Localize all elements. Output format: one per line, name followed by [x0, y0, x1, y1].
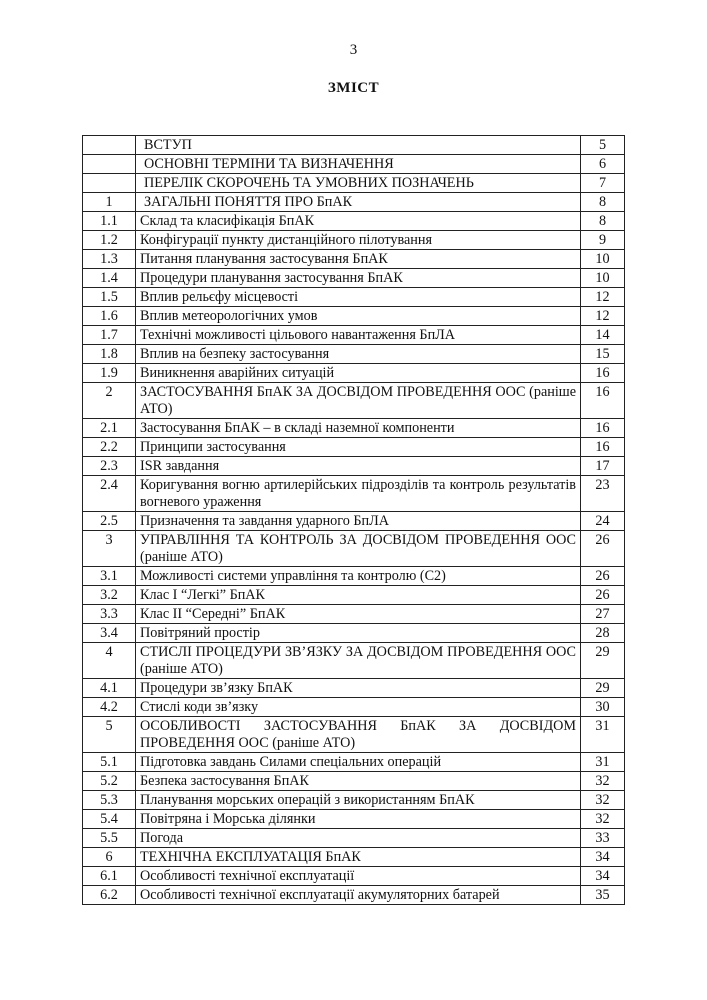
toc-page-number: 27	[581, 605, 625, 624]
toc-section-title: Процедури зв’язку БпАК	[136, 679, 581, 698]
toc-section-number: 5	[83, 717, 136, 753]
toc-section-title: Погода	[136, 829, 581, 848]
table-row	[83, 307, 625, 326]
toc-section-title: Особливості технічної експлуатації акумуляторних батарей	[136, 886, 581, 905]
table-row	[83, 155, 625, 174]
toc-section-title: Клас II “Середні” БпАК	[136, 605, 581, 624]
toc-section-title: Вплив на безпеку застосування	[136, 345, 581, 364]
toc-page-number: 8	[581, 212, 625, 231]
table-row	[83, 829, 625, 848]
toc-section-number: 1.2	[83, 231, 136, 250]
table-row	[83, 512, 625, 531]
toc-page-number: 26	[581, 531, 625, 567]
toc-page-number: 9	[581, 231, 625, 250]
toc-section-number: 5.1	[83, 753, 136, 772]
toc-section-title: Безпека застосування БпАК	[136, 772, 581, 791]
toc-section-title: ОСНОВНІ ТЕРМІНИ ТА ВИЗНАЧЕННЯ	[136, 155, 581, 174]
toc-section-number: 5.3	[83, 791, 136, 810]
toc-section-number: 2.3	[83, 457, 136, 476]
toc-page-number: 34	[581, 848, 625, 867]
toc-section-title: ТЕХНІЧНА ЕКСПЛУАТАЦІЯ БпАК	[136, 848, 581, 867]
toc-page-number: 26	[581, 567, 625, 586]
toc-section-title: Особливості технічної експлуатації	[136, 867, 581, 886]
toc-section-title: Клас I “Легкі” БпАК	[136, 586, 581, 605]
toc-section-number: 6.1	[83, 867, 136, 886]
page-number: 3	[349, 42, 358, 58]
toc-section-number: 3.3	[83, 605, 136, 624]
toc-page-number: 34	[581, 867, 625, 886]
table-row	[83, 438, 625, 457]
toc-section-number	[83, 136, 136, 155]
toc-page-number: 17	[581, 457, 625, 476]
toc-page-number: 5	[581, 136, 625, 155]
table-row	[83, 810, 625, 829]
toc-page-number: 15	[581, 345, 625, 364]
toc-section-title: СТИСЛІ ПРОЦЕДУРИ ЗВ’ЯЗКУ ЗА ДОСВІДОМ ПРОВЕДЕННЯ ООС (раніше АТО)	[136, 643, 581, 679]
table-row	[83, 457, 625, 476]
toc-section-title: Технічні можливості цільового навантаження БпЛА	[136, 326, 581, 345]
table-row	[83, 867, 625, 886]
toc-page-number: 14	[581, 326, 625, 345]
table-row	[83, 624, 625, 643]
toc-section-number: 1.8	[83, 345, 136, 364]
toc-section-number	[83, 174, 136, 193]
toc-page-number: 32	[581, 810, 625, 829]
table-row	[83, 886, 625, 905]
toc-section-number: 2.2	[83, 438, 136, 457]
toc-body	[83, 136, 625, 905]
toc-section-title: Процедури планування застосування БпАК	[136, 269, 581, 288]
toc-section-number: 5.4	[83, 810, 136, 829]
toc-section-title: ЗАГАЛЬНІ ПОНЯТТЯ ПРО БпАК	[136, 193, 581, 212]
toc-section-title: ПЕРЕЛІК СКОРОЧЕНЬ ТА УМОВНИХ ПОЗНАЧЕНЬ	[136, 174, 581, 193]
toc-section-title: Повітряна і Морська ділянки	[136, 810, 581, 829]
toc-section-number: 6.2	[83, 886, 136, 905]
table-row	[83, 288, 625, 307]
toc-section-number: 2	[83, 383, 136, 419]
toc-page-number: 30	[581, 698, 625, 717]
toc-page-number: 32	[581, 791, 625, 810]
table-row	[83, 250, 625, 269]
table-row	[83, 193, 625, 212]
toc-page-number: 29	[581, 679, 625, 698]
toc-page-number: 12	[581, 288, 625, 307]
toc-section-number: 1.9	[83, 364, 136, 383]
toc-page-number: 31	[581, 753, 625, 772]
toc-section-number: 1.4	[83, 269, 136, 288]
table-row	[83, 326, 625, 345]
toc-page-number: 26	[581, 586, 625, 605]
toc-section-number: 1.3	[83, 250, 136, 269]
toc-page-number: 16	[581, 364, 625, 383]
toc-section-number: 4.1	[83, 679, 136, 698]
toc-section-title: Вплив метеорологічних умов	[136, 307, 581, 326]
toc-section-title: ISR завдання	[136, 457, 581, 476]
toc-section-number: 5.5	[83, 829, 136, 848]
toc-page-number: 29	[581, 643, 625, 679]
toc-section-title: Повітряний простір	[136, 624, 581, 643]
table-row	[83, 772, 625, 791]
toc-section-title: Застосування БпАК – в складі наземної компоненти	[136, 419, 581, 438]
toc-section-number: 3	[83, 531, 136, 567]
toc-section-number: 5.2	[83, 772, 136, 791]
toc-section-number: 2.5	[83, 512, 136, 531]
toc-section-title: Питання планування застосування БпАК	[136, 250, 581, 269]
toc-page-number: 31	[581, 717, 625, 753]
table-row	[83, 698, 625, 717]
toc-section-number: 2.4	[83, 476, 136, 512]
toc-section-number: 6	[83, 848, 136, 867]
toc-page-number: 28	[581, 624, 625, 643]
toc-section-title: Склад та класифікація БпАК	[136, 212, 581, 231]
toc-page-number: 6	[581, 155, 625, 174]
table-row	[83, 212, 625, 231]
table-row	[83, 531, 625, 567]
table-of-contents	[82, 135, 625, 905]
table-row	[83, 753, 625, 772]
table-row	[83, 419, 625, 438]
table-row	[83, 231, 625, 250]
table-row	[83, 383, 625, 419]
table-row	[83, 791, 625, 810]
toc-section-title: Принципи застосування	[136, 438, 581, 457]
page-title: ЗМІСТ	[327, 80, 380, 96]
toc-page-number: 16	[581, 383, 625, 419]
table-row	[83, 848, 625, 867]
toc-section-number: 4	[83, 643, 136, 679]
toc-page-number: 35	[581, 886, 625, 905]
toc-section-title: ВСТУП	[136, 136, 581, 155]
toc-section-title: УПРАВЛІННЯ ТА КОНТРОЛЬ ЗА ДОСВІДОМ ПРОВЕДЕННЯ ООС (раніше АТО)	[136, 531, 581, 567]
table-row	[83, 643, 625, 679]
toc-section-title: ЗАСТОСУВАННЯ БпАК ЗА ДОСВІДОМ ПРОВЕДЕННЯ ООС (раніше АТО)	[136, 383, 581, 419]
table-row	[83, 345, 625, 364]
toc-section-title: Призначення та завдання ударного БпЛА	[136, 512, 581, 531]
toc-page-number: 33	[581, 829, 625, 848]
table-row	[83, 679, 625, 698]
toc-page-number: 10	[581, 250, 625, 269]
toc-page-number: 23	[581, 476, 625, 512]
toc-section-number: 1.6	[83, 307, 136, 326]
toc-page-number: 7	[581, 174, 625, 193]
toc-section-number	[83, 155, 136, 174]
table-row	[83, 174, 625, 193]
toc-section-title: Стислі коди зв’язку	[136, 698, 581, 717]
toc-section-title: Вплив рельєфу місцевості	[136, 288, 581, 307]
toc-section-number: 1.5	[83, 288, 136, 307]
table-row	[83, 717, 625, 753]
toc-section-title: Конфігурації пункту дистанційного пілотування	[136, 231, 581, 250]
toc-page-number: 16	[581, 438, 625, 457]
toc-page-number: 10	[581, 269, 625, 288]
toc-section-number: 1.7	[83, 326, 136, 345]
toc-page-number: 16	[581, 419, 625, 438]
toc-section-number: 3.1	[83, 567, 136, 586]
toc-section-title: ОСОБЛИВОСТІ ЗАСТОСУВАННЯ БпАК ЗА ДОСВІДОМ ПРОВЕДЕННЯ ООС (раніше АТО)	[136, 717, 581, 753]
toc-section-number: 2.1	[83, 419, 136, 438]
table-row	[83, 586, 625, 605]
toc-section-title: Можливості системи управління та контролю (С2)	[136, 567, 581, 586]
table-row	[83, 567, 625, 586]
toc-section-title: Підготовка завдань Силами спеціальних операцій	[136, 753, 581, 772]
table-row	[83, 605, 625, 624]
table-row	[83, 364, 625, 383]
toc-section-number: 4.2	[83, 698, 136, 717]
table-row	[83, 476, 625, 512]
toc-section-number: 3.4	[83, 624, 136, 643]
toc-section-title: Виникнення аварійних ситуацій	[136, 364, 581, 383]
table-row	[83, 136, 625, 155]
toc-section-number: 3.2	[83, 586, 136, 605]
toc-page-number: 8	[581, 193, 625, 212]
toc-page-number: 24	[581, 512, 625, 531]
toc-section-number: 1	[83, 193, 136, 212]
table-row	[83, 269, 625, 288]
toc-section-number: 1.1	[83, 212, 136, 231]
toc-section-title: Коригування вогню артилерійських підрозділів та контроль результатів вогневого ураження	[136, 476, 581, 512]
toc-section-title: Планування морських операцій з використанням БпАК	[136, 791, 581, 810]
toc-page-number: 32	[581, 772, 625, 791]
toc-page-number: 12	[581, 307, 625, 326]
